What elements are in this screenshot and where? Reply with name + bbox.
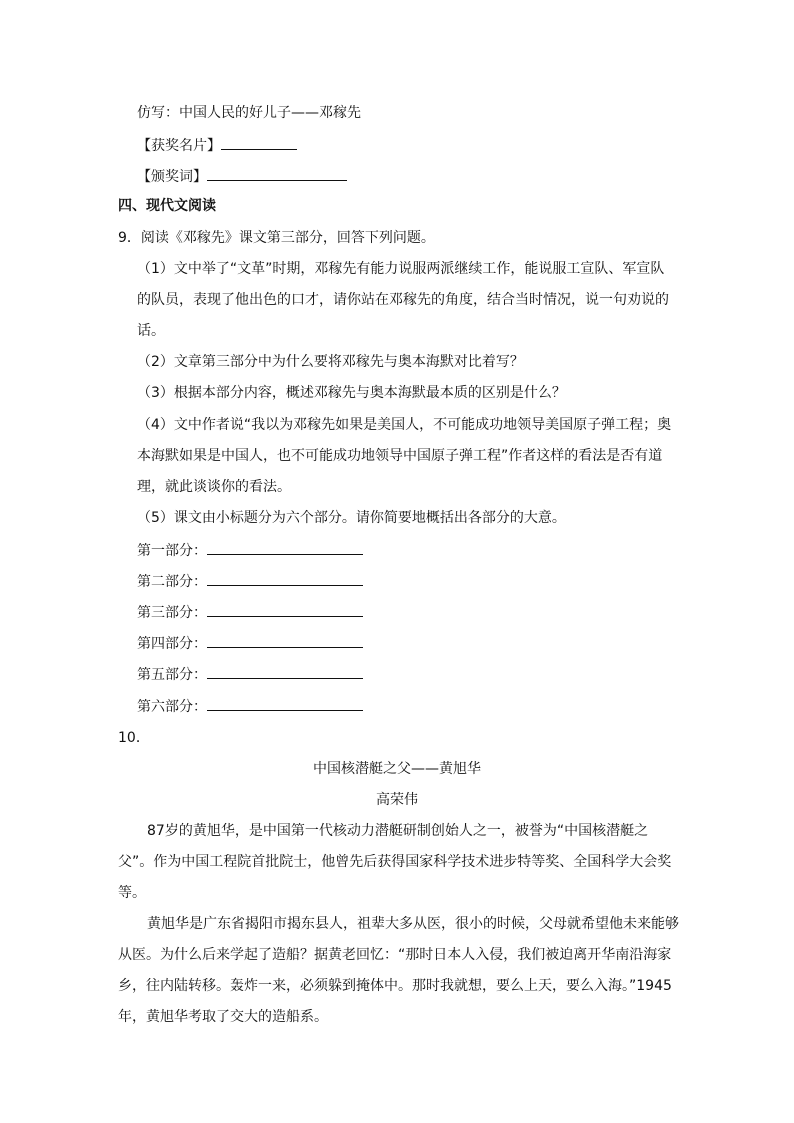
part-row bbox=[137, 633, 363, 653]
part-blank[interactable] bbox=[207, 696, 363, 711]
q9-sub4-line2: 本海默如果是中国人，也不可能成功地领导中国原子弹工程”作者这样的看法是否有道 bbox=[137, 448, 663, 464]
section-heading: 四、现代文阅读 bbox=[118, 198, 216, 214]
award-card-row bbox=[137, 135, 297, 155]
article-title: 中国核潜艇之父——黄旭华 bbox=[313, 761, 481, 777]
award-card-blank[interactable] bbox=[221, 135, 297, 150]
q9-sub4-line3: 理，就此谈谈你的看法。 bbox=[137, 479, 291, 495]
part-label: 第五部分： bbox=[137, 667, 207, 683]
citation-blank[interactable] bbox=[207, 166, 347, 181]
paragraph-1-line2: 父”。作为中国工程院首批院士，他曾先后获得国家科学技术进步特等奖、全国科学大会奖 bbox=[118, 854, 672, 870]
part-row bbox=[137, 664, 363, 684]
part-row bbox=[137, 602, 363, 622]
part-label: 第六部分： bbox=[137, 699, 207, 715]
part-row bbox=[137, 696, 363, 716]
part-blank[interactable] bbox=[207, 664, 363, 679]
q9-sub4-line1: （4）文中作者说“我以为邓稼先如果是美国人，不可能成功地领导美国原子弹工程；奥 bbox=[137, 417, 672, 433]
part-label: 第二部分： bbox=[137, 574, 207, 590]
article-author: 高荣伟 bbox=[376, 792, 418, 808]
q9-sub3: （3）根据本部分内容，概述邓稼先与奥本海默最本质的区别是什么？ bbox=[137, 385, 566, 401]
imitation-line: 仿写：中国人民的好儿子——邓稼先 bbox=[137, 105, 361, 121]
question-9-stem: 9．阅读《邓稼先》课文第三部分，回答下列问题。 bbox=[118, 230, 435, 246]
q9-sub5: （5）课文由小标题分为六个部分。请你简要地概括出各部分的大意。 bbox=[137, 510, 566, 526]
part-blank[interactable] bbox=[207, 633, 363, 648]
paragraph-1-line1: 87岁的黄旭华，是中国第一代核动力潜艇研制创始人之一，被誉为“中国核潜艇之 bbox=[147, 823, 649, 839]
part-blank[interactable] bbox=[207, 602, 363, 617]
q9-sub2: （2）文章第三部分中为什么要将邓稼先与奥本海默对比着写？ bbox=[137, 354, 524, 370]
award-card-label: 【获奖名片】 bbox=[137, 138, 221, 154]
part-row bbox=[137, 540, 363, 560]
part-row bbox=[137, 571, 363, 591]
paragraph-2-line3: 乡，往内陆转移。轰炸一来，必须躲到掩体中。那时我就想，要么上天，要么入海。”1945 bbox=[118, 978, 672, 994]
part-label: 第四部分： bbox=[137, 636, 207, 652]
paragraph-2-line4: 年，黄旭华考取了交大的造船系。 bbox=[118, 1009, 328, 1025]
part-blank[interactable] bbox=[207, 540, 363, 555]
paragraph-2-line2: 从医。为什么后来学起了造船？据黄老回忆：“那时日本人入侵，我们被迫离开华南沿海家 bbox=[118, 947, 672, 963]
question-10-number: 10． bbox=[118, 730, 150, 746]
q9-sub1-line2: 的队员，表现了他出色的口才，请你站在邓稼先的角度，结合当时情况，说一句劝说的 bbox=[137, 292, 669, 308]
part-label: 第一部分： bbox=[137, 543, 207, 559]
q9-sub1-line3: 话。 bbox=[137, 323, 165, 339]
part-label: 第三部分： bbox=[137, 605, 207, 621]
citation-row bbox=[137, 166, 347, 186]
paragraph-2-line1: 黄旭华是广东省揭阳市揭东县人，祖辈大多从医，很小的时候，父母就希望他未来能够 bbox=[147, 916, 679, 932]
citation-label: 【颁奖词】 bbox=[137, 169, 207, 185]
paragraph-1-line3: 等。 bbox=[118, 885, 146, 901]
part-blank[interactable] bbox=[207, 571, 363, 586]
q9-sub1-line1: （1）文中举了“文革”时期，邓稼先有能力说服两派继续工作，能说服工宣队、军宣队 bbox=[137, 261, 665, 277]
